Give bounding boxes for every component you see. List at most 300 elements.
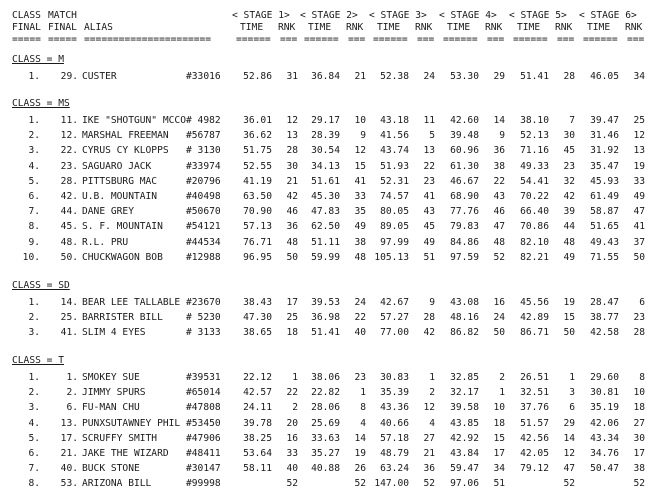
- stage-5-rank: 52: [563, 478, 575, 489]
- stage-5-time: 82.10: [520, 237, 549, 248]
- shooter-alias: CYRUS CY KLOPPS: [82, 145, 169, 156]
- header-rule-c: ======================: [84, 34, 212, 45]
- stage-5-time: 54.41: [520, 176, 549, 187]
- stage-1-time: 70.90: [243, 206, 272, 217]
- stage-5-time: 37.76: [520, 402, 549, 413]
- stage-1-time: 58.11: [243, 463, 272, 474]
- stage-5-time: 49.33: [520, 161, 549, 172]
- stage-1-rank: 30: [286, 161, 298, 172]
- stage-time-label: TIME: [240, 22, 264, 33]
- stage-rnk-rule: ===: [627, 34, 645, 45]
- stage-5-time: 70.22: [520, 191, 549, 202]
- stage-1-time: 41.19: [243, 176, 272, 187]
- stage-5-rank: 48: [563, 237, 575, 248]
- stage-2-time: 36.98: [311, 312, 340, 323]
- stage-6-time: 49.43: [590, 237, 619, 248]
- stage-1-rank: 13: [286, 130, 298, 141]
- stage-5-rank: 44: [563, 221, 575, 232]
- stage-1-time: 53.64: [243, 448, 272, 459]
- stage-3-rank: 27: [423, 433, 435, 444]
- stage-2-time: 51.11: [311, 237, 340, 248]
- match-place: 23.: [60, 161, 78, 172]
- stage-1-time: 38.43: [243, 297, 272, 308]
- stage-4-time: 59.47: [450, 463, 479, 474]
- stage-1-rank: 52: [286, 478, 298, 489]
- stage-6-rank: 30: [633, 433, 645, 444]
- stage-5-time: 42.89: [520, 312, 549, 323]
- shooter-alias: ARIZONA BILL: [82, 478, 152, 489]
- stage-3-rank: 4: [429, 418, 435, 429]
- match-place: 11.: [60, 115, 78, 126]
- shooter-id: #30147: [186, 463, 221, 474]
- class-heading: CLASS = MS: [12, 98, 70, 109]
- stage-4-rank: 22: [493, 176, 505, 187]
- stage-6-rank: 13: [633, 145, 645, 156]
- stage-3-time: 40.66: [380, 418, 409, 429]
- shooter-alias: MARSHAL FREEMAN: [82, 130, 169, 141]
- stage-1-rank: 21: [286, 176, 298, 187]
- stage-1-rank: 46: [286, 206, 298, 217]
- stage-2-time: 51.41: [311, 327, 340, 338]
- stage-3-rank: 36: [423, 463, 435, 474]
- stage-rnk-rule: ===: [487, 34, 505, 45]
- stage-2-time: 35.27: [311, 448, 340, 459]
- stage-3-time: 51.93: [380, 161, 409, 172]
- match-place: 53.: [60, 478, 78, 489]
- stage-1-time: 52.55: [243, 161, 272, 172]
- stage-2-time: 39.53: [311, 297, 340, 308]
- stage-6-rank: 17: [633, 448, 645, 459]
- stage-1-time: 96.95: [243, 252, 272, 263]
- shooter-alias: JIMMY SPURS: [82, 387, 146, 398]
- stage-1-time: 76.71: [243, 237, 272, 248]
- stage-3-time: 42.67: [380, 297, 409, 308]
- final-place: 8.: [28, 221, 40, 232]
- shooter-alias: DANE GREY: [82, 206, 134, 217]
- stage-3-time: 147.00: [374, 478, 409, 489]
- stage-3-time: 48.79: [380, 448, 409, 459]
- shooter-alias: SMOKEY SUE: [82, 372, 140, 383]
- header-final2-label: FINAL: [48, 22, 77, 33]
- stage-header-4: < STAGE 4>: [439, 10, 497, 21]
- stage-time-rule: ======: [513, 34, 548, 45]
- stage-3-rank: 51: [423, 252, 435, 263]
- match-place: 41.: [60, 327, 78, 338]
- shooter-alias: FU-MAN CHU: [82, 402, 140, 413]
- stage-4-time: 86.82: [450, 327, 479, 338]
- stage-6-time: 50.47: [590, 463, 619, 474]
- final-place: 7.: [28, 463, 40, 474]
- stage-5-time: 42.56: [520, 433, 549, 444]
- stage-4-time: 68.90: [450, 191, 479, 202]
- stage-4-time: 42.92: [450, 433, 479, 444]
- stage-5-time: 86.71: [520, 327, 549, 338]
- stage-4-rank: 50: [493, 327, 505, 338]
- shooter-alias: SAGUARO JACK: [82, 161, 152, 172]
- match-place: 42.: [60, 191, 78, 202]
- match-place: 40.: [60, 463, 78, 474]
- shooter-id: #56787: [186, 130, 221, 141]
- stage-6-time: 71.55: [590, 252, 619, 263]
- stage-3-time: 89.05: [380, 221, 409, 232]
- stage-header-5: < STAGE 5>: [509, 10, 567, 21]
- stage-3-time: 30.83: [380, 372, 409, 383]
- stage-5-rank: 28: [563, 71, 575, 82]
- stage-4-time: 60.96: [450, 145, 479, 156]
- stage-4-rank: 16: [493, 297, 505, 308]
- shooter-id: #99998: [186, 478, 221, 489]
- stage-5-time: 42.05: [520, 448, 549, 459]
- stage-5-rank: 32: [563, 176, 575, 187]
- stage-5-rank: 1: [569, 372, 575, 383]
- stage-6-rank: 19: [633, 161, 645, 172]
- stage-2-rank: 12: [354, 145, 366, 156]
- stage-rnk-label: RNK: [625, 22, 643, 33]
- stage-6-rank: 52: [633, 478, 645, 489]
- stage-3-rank: 43: [423, 206, 435, 217]
- shooter-alias: PUNXSUTAWNEY PHIL: [82, 418, 181, 429]
- stage-time-rule: ======: [373, 34, 408, 45]
- stage-4-time: 42.60: [450, 115, 479, 126]
- shooter-id: #47808: [186, 402, 221, 413]
- stage-1-rank: 16: [286, 433, 298, 444]
- stage-6-rank: 18: [633, 402, 645, 413]
- match-place: 17.: [60, 433, 78, 444]
- stage-5-time: 66.40: [520, 206, 549, 217]
- final-place: 5.: [28, 433, 40, 444]
- stage-2-time: 34.13: [311, 161, 340, 172]
- shooter-alias: BEAR LEE TALLABLE: [82, 297, 181, 308]
- stage-5-time: 52.13: [520, 130, 549, 141]
- stage-2-time: 29.17: [311, 115, 340, 126]
- stage-3-rank: 2: [429, 387, 435, 398]
- stage-4-time: 48.16: [450, 312, 479, 323]
- stage-3-time: 52.31: [380, 176, 409, 187]
- shooter-id: #54121: [186, 221, 221, 232]
- stage-6-time: 31.46: [590, 130, 619, 141]
- stage-4-rank: 9: [499, 130, 505, 141]
- stage-3-time: 80.05: [380, 206, 409, 217]
- shooter-alias: SLIM 4 EYES: [82, 327, 146, 338]
- shooter-id: # 3133: [186, 327, 221, 338]
- stage-2-rank: 41: [354, 176, 366, 187]
- stage-5-rank: 12: [563, 448, 575, 459]
- stage-5-rank: 42: [563, 191, 575, 202]
- stage-4-time: 39.48: [450, 130, 479, 141]
- match-place: 1.: [66, 372, 78, 383]
- match-place: 44.: [60, 206, 78, 217]
- stage-2-rank: 22: [354, 312, 366, 323]
- stage-2-rank: 21: [354, 71, 366, 82]
- stage-5-rank: 7: [569, 115, 575, 126]
- stage-5-rank: 47: [563, 463, 575, 474]
- stage-1-rank: 12: [286, 115, 298, 126]
- stage-5-rank: 3: [569, 387, 575, 398]
- stage-4-rank: 2: [499, 372, 505, 383]
- stage-6-time: 46.05: [590, 71, 619, 82]
- class-heading: CLASS = M: [12, 54, 64, 65]
- stage-4-rank: 18: [493, 418, 505, 429]
- stage-2-rank: 49: [354, 221, 366, 232]
- stage-2-time: 38.06: [311, 372, 340, 383]
- stage-3-rank: 23: [423, 176, 435, 187]
- shooter-alias: BARRISTER BILL: [82, 312, 163, 323]
- stage-time-rule: ======: [443, 34, 478, 45]
- stage-5-rank: 23: [563, 161, 575, 172]
- shooter-alias: BUCK STONE: [82, 463, 140, 474]
- stage-6-rank: 37: [633, 237, 645, 248]
- stage-3-rank: 49: [423, 237, 435, 248]
- shooter-id: #23670: [186, 297, 221, 308]
- stage-4-rank: 24: [493, 312, 505, 323]
- stage-5-rank: 15: [563, 312, 575, 323]
- stage-header-3: < STAGE 3>: [369, 10, 427, 21]
- stage-1-rank: 2: [292, 402, 298, 413]
- stage-6-time: 58.87: [590, 206, 619, 217]
- stage-1-time: 24.11: [243, 402, 272, 413]
- stage-2-rank: 14: [354, 433, 366, 444]
- stage-6-time: 42.06: [590, 418, 619, 429]
- stage-6-rank: 10: [633, 387, 645, 398]
- stage-1-rank: 42: [286, 191, 298, 202]
- stage-rnk-rule: ===: [348, 34, 366, 45]
- class-heading: CLASS = T: [12, 355, 64, 366]
- shooter-alias: SCRUFFY SMITH: [82, 433, 158, 444]
- final-place: 2.: [28, 312, 40, 323]
- shooter-id: #47906: [186, 433, 221, 444]
- stage-5-rank: 50: [563, 327, 575, 338]
- stage-4-time: 32.85: [450, 372, 479, 383]
- stage-time-label: TIME: [447, 22, 471, 33]
- final-place: 10.: [22, 252, 40, 263]
- stage-5-time: 45.56: [520, 297, 549, 308]
- stage-rnk-label: RNK: [555, 22, 573, 33]
- match-place: 45.: [60, 221, 78, 232]
- final-place: 3.: [28, 327, 40, 338]
- stage-2-time: 51.61: [311, 176, 340, 187]
- stage-rnk-rule: ===: [280, 34, 298, 45]
- shooter-id: #53450: [186, 418, 221, 429]
- stage-2-rank: 15: [354, 161, 366, 172]
- stage-6-time: 34.76: [590, 448, 619, 459]
- stage-2-time: 62.50: [311, 221, 340, 232]
- stage-6-rank: 6: [639, 297, 645, 308]
- stage-5-rank: 49: [563, 252, 575, 263]
- shooter-alias: S. F. MOUNTAIN: [82, 221, 163, 232]
- stage-3-time: 41.56: [380, 130, 409, 141]
- stage-2-rank: 35: [354, 206, 366, 217]
- stage-1-rank: 48: [286, 237, 298, 248]
- stage-4-rank: 29: [493, 71, 505, 82]
- stage-3-time: 52.38: [380, 71, 409, 82]
- stage-3-time: 105.13: [374, 252, 409, 263]
- stage-header-1: < STAGE 1>: [232, 10, 290, 21]
- stage-6-rank: 27: [633, 418, 645, 429]
- stage-5-rank: 29: [563, 418, 575, 429]
- final-place: 2.: [28, 130, 40, 141]
- stage-rnk-label: RNK: [485, 22, 503, 33]
- stage-3-time: 43.74: [380, 145, 409, 156]
- final-place: 6.: [28, 448, 40, 459]
- stage-rnk-label: RNK: [415, 22, 433, 33]
- stage-1-rank: 50: [286, 252, 298, 263]
- shooter-id: # 4982: [186, 115, 221, 126]
- final-place: 6.: [28, 191, 40, 202]
- stage-4-rank: 48: [493, 237, 505, 248]
- shooter-id: #33016: [186, 71, 221, 82]
- stage-rnk-rule: ===: [417, 34, 435, 45]
- stage-4-rank: 1: [499, 387, 505, 398]
- stage-2-time: 25.69: [311, 418, 340, 429]
- final-place: 2.: [28, 387, 40, 398]
- stage-2-rank: 8: [360, 402, 366, 413]
- final-place: 1.: [28, 297, 40, 308]
- stage-2-rank: 26: [354, 463, 366, 474]
- stage-4-time: 39.58: [450, 402, 479, 413]
- stage-1-time: 47.30: [243, 312, 272, 323]
- stage-4-time: 79.83: [450, 221, 479, 232]
- stage-6-rank: 47: [633, 206, 645, 217]
- shooter-id: # 5230: [186, 312, 221, 323]
- match-place: 2.: [66, 387, 78, 398]
- stage-6-time: 51.65: [590, 221, 619, 232]
- stage-1-rank: 22: [286, 387, 298, 398]
- stage-2-time: 59.99: [311, 252, 340, 263]
- stage-6-time: 29.60: [590, 372, 619, 383]
- stage-4-time: 46.67: [450, 176, 479, 187]
- stage-5-time: 51.57: [520, 418, 549, 429]
- final-place: 1.: [28, 71, 40, 82]
- shooter-id: #65014: [186, 387, 221, 398]
- stage-2-rank: 19: [354, 448, 366, 459]
- shooter-alias: CHUCKWAGON BOB: [82, 252, 163, 263]
- stage-2-rank: 23: [354, 372, 366, 383]
- stage-2-time: 45.30: [311, 191, 340, 202]
- final-place: 3.: [28, 402, 40, 413]
- shooter-id: #48411: [186, 448, 221, 459]
- stage-3-time: 43.36: [380, 402, 409, 413]
- stage-1-rank: 28: [286, 145, 298, 156]
- stage-5-time: 32.51: [520, 387, 549, 398]
- stage-1-time: 52.86: [243, 71, 272, 82]
- stage-4-time: 43.08: [450, 297, 479, 308]
- stage-2-time: 30.54: [311, 145, 340, 156]
- stage-3-time: 77.00: [380, 327, 409, 338]
- stage-6-rank: 28: [633, 327, 645, 338]
- stage-2-rank: 38: [354, 237, 366, 248]
- header-rule-a: =====: [12, 34, 41, 45]
- stage-6-time: 31.92: [590, 145, 619, 156]
- stage-6-time: 42.58: [590, 327, 619, 338]
- final-place: 5.: [28, 176, 40, 187]
- final-place: 4.: [28, 418, 40, 429]
- stage-1-time: 38.65: [243, 327, 272, 338]
- stage-1-time: 36.62: [243, 130, 272, 141]
- shooter-id: #44534: [186, 237, 221, 248]
- shooter-id: #50670: [186, 206, 221, 217]
- final-place: 4.: [28, 161, 40, 172]
- stage-4-time: 97.59: [450, 252, 479, 263]
- stage-4-rank: 47: [493, 221, 505, 232]
- match-place: 48.: [60, 237, 78, 248]
- match-place: 14.: [60, 297, 78, 308]
- stage-6-time: 39.47: [590, 115, 619, 126]
- header-alias-label: ALIAS: [84, 22, 113, 33]
- shooter-alias: CUSTER: [82, 71, 117, 82]
- stage-3-rank: 42: [423, 327, 435, 338]
- match-place: 6.: [66, 402, 78, 413]
- stage-2-rank: 9: [360, 130, 366, 141]
- stage-rnk-rule: ===: [557, 34, 575, 45]
- stage-5-rank: 39: [563, 206, 575, 217]
- stage-6-time: 35.47: [590, 161, 619, 172]
- stage-time-label: TIME: [308, 22, 332, 33]
- stage-1-rank: 20: [286, 418, 298, 429]
- stage-2-rank: 52: [354, 478, 366, 489]
- stage-5-time: 70.86: [520, 221, 549, 232]
- stage-5-rank: 19: [563, 297, 575, 308]
- stage-6-rank: 12: [633, 130, 645, 141]
- stage-5-time: 79.12: [520, 463, 549, 474]
- stage-1-rank: 33: [286, 448, 298, 459]
- stage-5-rank: 30: [563, 130, 575, 141]
- stage-5-time: 51.41: [520, 71, 549, 82]
- stage-3-time: 74.57: [380, 191, 409, 202]
- stage-5-time: 38.10: [520, 115, 549, 126]
- stage-1-time: 42.57: [243, 387, 272, 398]
- stage-4-rank: 36: [493, 145, 505, 156]
- stage-6-time: 61.49: [590, 191, 619, 202]
- stage-4-time: 97.06: [450, 478, 479, 489]
- stage-1-time: 63.50: [243, 191, 272, 202]
- stage-5-rank: 14: [563, 433, 575, 444]
- stage-6-time: 38.77: [590, 312, 619, 323]
- stage-3-rank: 24: [423, 71, 435, 82]
- stage-3-rank: 28: [423, 312, 435, 323]
- stage-3-rank: 5: [429, 130, 435, 141]
- stage-3-time: 35.39: [380, 387, 409, 398]
- shooter-alias: PITTSBURG MAC: [82, 176, 158, 187]
- match-place: 50.: [60, 252, 78, 263]
- stage-6-rank: 41: [633, 221, 645, 232]
- stage-3-rank: 21: [423, 448, 435, 459]
- stage-4-time: 53.30: [450, 71, 479, 82]
- shooter-id: #39531: [186, 372, 221, 383]
- stage-header-6: < STAGE 6>: [579, 10, 637, 21]
- stage-4-rank: 46: [493, 206, 505, 217]
- shooter-id: #33974: [186, 161, 221, 172]
- match-place: 25.: [60, 312, 78, 323]
- stage-1-rank: 1: [292, 372, 298, 383]
- stage-6-rank: 38: [633, 463, 645, 474]
- stage-6-rank: 49: [633, 191, 645, 202]
- shooter-id: #20796: [186, 176, 221, 187]
- stage-4-time: 61.30: [450, 161, 479, 172]
- match-place: 22.: [60, 145, 78, 156]
- stage-6-rank: 33: [633, 176, 645, 187]
- stage-4-time: 32.17: [450, 387, 479, 398]
- stage-2-rank: 24: [354, 297, 366, 308]
- stage-rnk-label: RNK: [278, 22, 296, 33]
- stage-3-time: 43.18: [380, 115, 409, 126]
- stage-3-rank: 45: [423, 221, 435, 232]
- final-place: 3.: [28, 145, 40, 156]
- stage-4-time: 84.86: [450, 237, 479, 248]
- stage-3-time: 63.24: [380, 463, 409, 474]
- stage-5-time: 82.21: [520, 252, 549, 263]
- stage-6-rank: 23: [633, 312, 645, 323]
- stage-header-2: < STAGE 2>: [300, 10, 358, 21]
